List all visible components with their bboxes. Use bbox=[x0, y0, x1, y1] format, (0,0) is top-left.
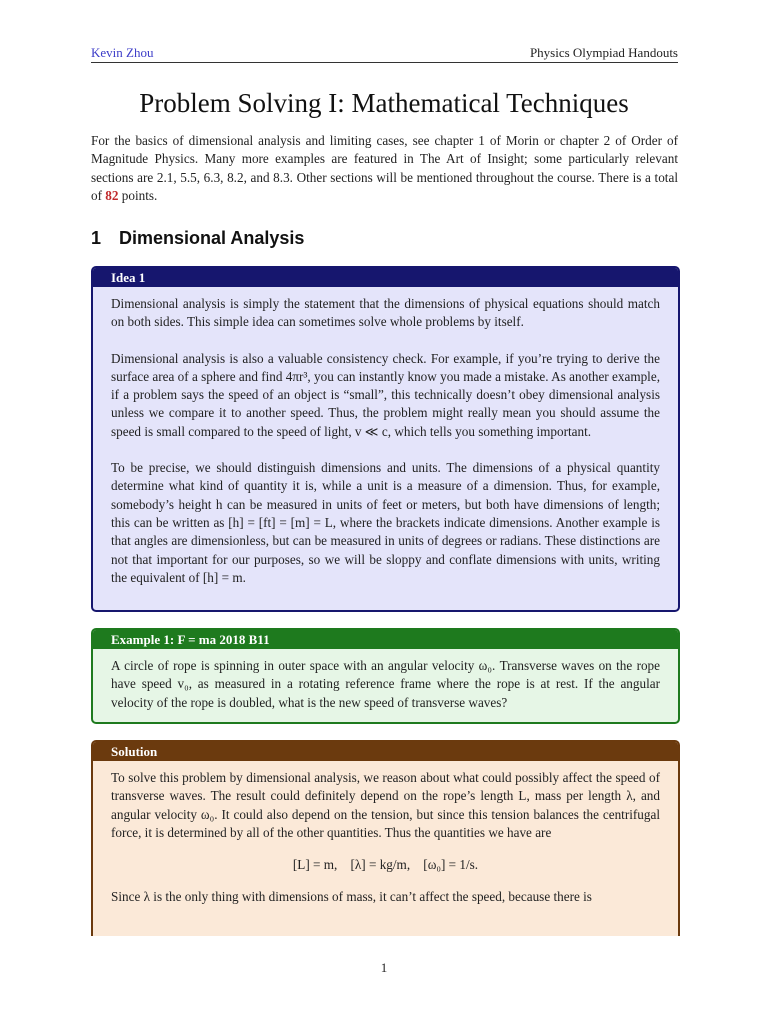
idea-content bbox=[93, 287, 678, 595]
idea-paragraph-3: To be precise, we should distinguish dimensions and units. The dimensions of a physical quantity determine what kind of quantity it is, while a unit is a measure of a dimension. Thus, for example, somebody’s height h can be measured in units of feet or meters, but both have dimensions of length; this can be written as [h] = [ft] = [m] = L, where the brackets indicate dimensions. Another example is that angles are dimensionless, but can be measured in units of degrees or radians. These distinctions are not that important for our purposes, so we will be sloppy and conflate dimensions with units, writing the equivalent of [h] = m. bbox=[111, 460, 660, 585]
section-title: Dimensional Analysis bbox=[119, 228, 305, 248]
idea-paragraph-2: Dimensional analysis is also a valuable consistency check. For example, if you’re trying to derive the surface area of a sphere and find 4πr³, you can instantly know you made a mistake. As another example, if a problem says the speed of an object is “small”, this technically doesn’t obey dimensional analysis unless we compare it to another speed. Thus, the problem might really mean you should assume the speed is small compared to the speed of light, v ≪ c, which tells you something important. bbox=[111, 350, 660, 439]
idea-paragraph-1: Dimensional analysis is simply the statement that the dimensions of physical equations should match on both sides. This simple idea can sometimes solve whole problems by itself. bbox=[111, 296, 660, 330]
page-number: 1 bbox=[380, 960, 388, 975]
solution-content bbox=[93, 761, 678, 915]
header-series: Physics Olympiad Handouts bbox=[529, 45, 678, 60]
solution-label: Solution bbox=[93, 742, 678, 761]
section-number: 1 bbox=[91, 228, 102, 248]
header-author: Kevin Zhou bbox=[91, 45, 154, 60]
example-content bbox=[93, 649, 678, 720]
solution-equation: [L] = m, [λ] = kg/m, [ω₀] = 1/s. bbox=[292, 857, 479, 873]
total-points: 82 bbox=[105, 188, 119, 204]
example-box bbox=[91, 628, 680, 724]
intro-paragraph bbox=[91, 132, 678, 206]
running-header bbox=[91, 44, 678, 63]
intro-text-end: points. bbox=[118, 188, 158, 204]
section-heading bbox=[91, 228, 304, 249]
example-label: Example 1: F = ma 2018 B11 bbox=[93, 630, 678, 649]
intro-text: For the basics of dimensional analysis and limiting cases, see chapter 1 of Morin or chapter 2 of Order of Magnitude Physics. Many more examples are featured in The Art of Insight; some particularly relevant sections are 2.1, 5.5, 6.3, 8.2, and 8.3. Other sections will be mentioned throughout the course. There is a total of bbox=[91, 133, 678, 204]
example-text: A circle of rope is spinning in outer space with an angular velocity ω₀. Transverse waves on the rope have speed v₀, as measured in a rotating reference frame where the rope is at rest. If the angular velocity of the rope is doubled, what is the new speed of transverse waves? bbox=[111, 658, 660, 710]
solution-paragraph-1: To solve this problem by dimensional analysis, we reason about what could possibly affect the speed of transverse waves. The result could definitely depend on the rope’s length L, mass per length λ, and angular velocity ω₀. It could also depend on the tension, but since this tension balances the centrifugal force, it is determined by all of the other quantities. Thus the quantities we have are bbox=[111, 770, 660, 840]
document-title: Problem Solving I: Mathematical Techniques bbox=[139, 88, 629, 118]
solution-box bbox=[91, 740, 680, 936]
solution-paragraph-2: Since λ is the only thing with dimensions of mass, it can’t affect the speed, because there is bbox=[111, 889, 592, 905]
idea-label: Idea 1 bbox=[93, 268, 678, 287]
idea-box bbox=[91, 266, 680, 612]
